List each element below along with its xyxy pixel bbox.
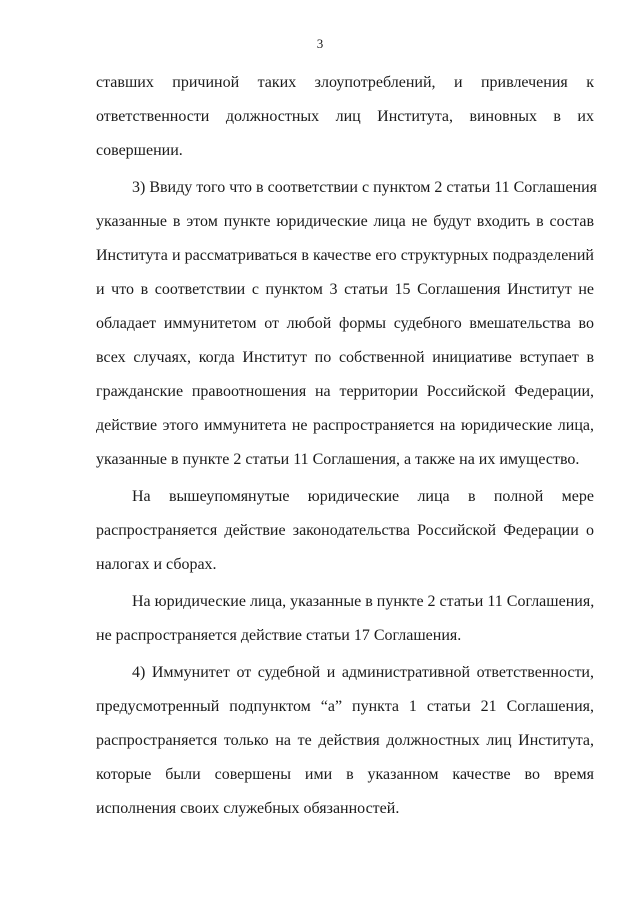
text-line: указанные в пункте 2 статьи 11 Соглашения, а также на их имущество. <box>96 451 580 468</box>
text-line: налогах и сборах. <box>96 556 217 573</box>
text-line: исполнения своих служебных обязанностей. <box>96 800 400 817</box>
paragraph-2 <box>96 171 598 477</box>
text-line: указанные в этом пункте юридические лица не будут входить в состав <box>96 213 594 230</box>
text-line: действие этого иммунитета не распространяется на юридические лица, <box>96 417 594 434</box>
text-line: всех случаях, когда Институт по собственной инициативе вступает в <box>96 349 594 366</box>
paragraph-5 <box>96 656 594 826</box>
text-line: совершении. <box>96 142 183 159</box>
text-line: На вышеупомянутые юридические лица в полной мере <box>132 488 594 505</box>
text-line: гражданские правоотношения на территории Российской Федерации, <box>96 383 594 400</box>
text-line: обладает иммунитетом от любой формы судебного вмешательства во <box>96 315 594 332</box>
text-line: На юридические лица, указанные в пункте 2 статьи 11 Соглашения, <box>132 593 595 610</box>
text-line: Института и рассматриваться в качестве его структурных подразделений <box>96 247 594 264</box>
text-line: распространяется только на те действия должностных лиц Института, <box>96 732 594 749</box>
text-line: не распространяется действие статьи 17 Соглашения. <box>96 627 462 644</box>
text-line: ответственности должностных лиц Института, виновных в их <box>96 108 594 125</box>
text-line: 4) Иммунитет от судебной и административной ответственности, <box>132 664 594 681</box>
page-number: 3 <box>316 36 324 51</box>
text-line: которые были совершены ими в указанном качестве во время <box>96 766 594 783</box>
text-line: и что в соответствии с пунктом 3 статьи 15 Соглашения Институт не <box>96 281 594 298</box>
text-line: 3) Ввиду того что в соответствии с пунктом 2 статьи 11 Соглашения <box>132 179 598 196</box>
text-line: распространяется действие законодательства Российской Федерации о <box>96 522 594 539</box>
document-body <box>96 66 598 826</box>
paragraph-1 <box>96 66 594 168</box>
text-line: предусмотренный подпунктом “а” пункта 1 статьи 21 Соглашения, <box>96 698 594 715</box>
text-line: ставших причиной таких злоупотреблений, и привлечения к <box>96 74 594 91</box>
paragraph-3 <box>96 480 594 582</box>
paragraph-4 <box>96 585 594 653</box>
